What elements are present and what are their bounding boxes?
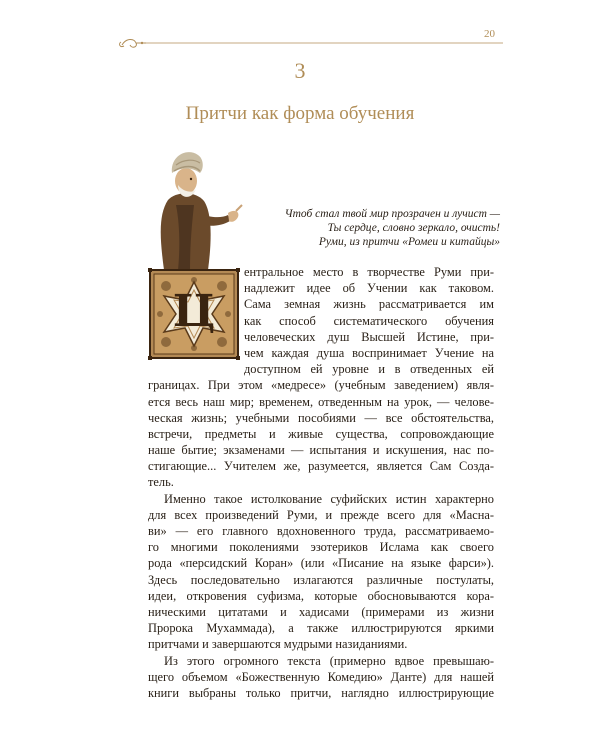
body-line: Пророка Мухаммада), а также иллюстрируются яркими: [148, 621, 494, 636]
epigraph-attribution: Руми, из притчи «Ромеи и китайцы»: [318, 236, 500, 248]
body-line: ется весь наш мир; временем, отведенным на урок, — челове-: [148, 394, 494, 409]
body-line: границах. При этом «медресе» (учебным заведением) явля-: [148, 378, 494, 393]
body-line: как способ систематического обучения: [244, 313, 494, 328]
body-line: Сама земная жизнь рассматривается им: [244, 297, 494, 312]
body-line: щего объемом «Божественную Комедию» Данте) для нашей: [148, 669, 494, 684]
body-line: доступном ей уровне и в отведенных ей: [244, 362, 494, 377]
body-line: книги выбраны только притчи, наглядно иллюстрирующие: [148, 685, 494, 700]
body-line: Именно такое истолкование суфийских истин характерно: [164, 491, 494, 506]
epigraph-line: Ты сердце, словно зеркало, очисть!: [327, 222, 500, 234]
body-line: чем каждая душа воспринимает Учение на: [244, 345, 494, 360]
epigraph-line: Чтоб стал твой мир прозрачен и лучист —: [284, 208, 500, 220]
body-line: наше бытие; экзаменами — испытания и искушения, нас по-: [148, 443, 494, 458]
body-line: ческая жизнь; учебными пособиями — все обстоятельства,: [148, 410, 494, 425]
body-line: надлежит идее об Учении как таковом.: [244, 281, 494, 296]
body-line: для всех произведений Руми, и прежде всего для «Масна-: [148, 507, 494, 522]
epigraph: [250, 207, 500, 249]
body-line: Из этого огромного текста (примерно вдвое превышаю-: [164, 653, 494, 668]
body-line: стигающие... Учителем же, разумеется, является Сам Созда-: [148, 459, 494, 474]
body-text: [148, 264, 494, 701]
drop-cap-letter: Ц: [172, 286, 216, 337]
body-line: ническими цитатами и хадисами (примерами из жизни: [148, 604, 494, 619]
body-line: го многими поколениями эзотериков Ислама как своего: [148, 540, 494, 555]
body-line: тель.: [148, 475, 174, 490]
header-ornament-rule: [118, 36, 503, 50]
sufi-figure-illustration: [146, 145, 254, 270]
chapter-number: 3: [294, 58, 306, 83]
body-line: Здесь последовательно излагаются различные постулаты,: [148, 572, 494, 587]
body-line: человеческих душ Высшей Истине, при-: [244, 329, 494, 344]
body-line: встречи, предметы и живые существа, сопровождающие: [148, 426, 494, 441]
chapter-title: Притчи как форма обучения: [185, 103, 415, 124]
body-line: ви» — его главного вдохновенного труда, рассматриваемо-: [148, 524, 494, 538]
body-line: рода «персидский Коран» (или «Писание на языке фарси»).: [148, 556, 494, 571]
body-line: ентральное место в творчестве Руми при-: [244, 265, 494, 279]
body-line: притчами и завершаются мудрыми назиданиями.: [148, 637, 408, 652]
page-number: 20: [484, 28, 495, 40]
body-line: идеи, откровения суфизма, которые обосновываются кора-: [148, 588, 494, 603]
